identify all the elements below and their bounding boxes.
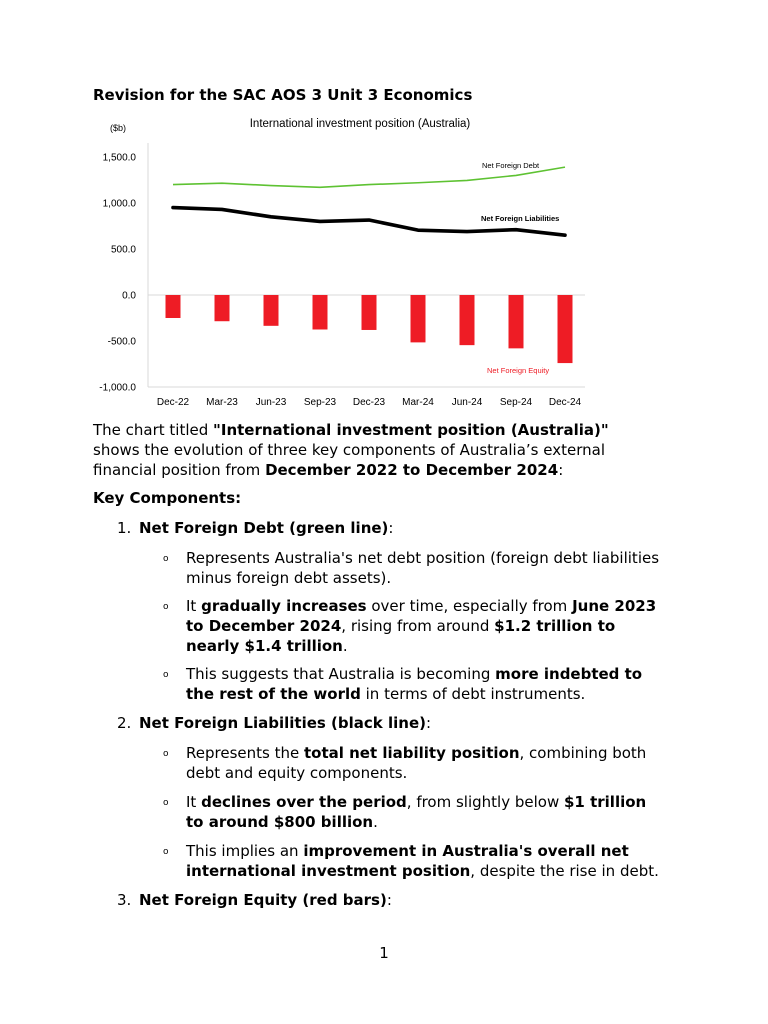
- bullet-text: It: [186, 597, 202, 615]
- net-foreign-equity-bar: [362, 295, 377, 330]
- bullet-marker: o: [163, 670, 169, 680]
- intro-text: shows the evolution of three key components of Australia’s external financial position from: [93, 441, 605, 479]
- bullet-text: , despite the rise in debt.: [470, 862, 659, 880]
- bullet-item: [163, 743, 663, 783]
- y-axis-unit-label: ($b): [110, 123, 127, 133]
- bullet-item: [163, 548, 663, 588]
- y-tick-label: -500.0: [107, 336, 136, 348]
- net-foreign-equity-bar: [558, 295, 573, 363]
- x-tick-label: Dec-24: [548, 397, 582, 408]
- net-foreign-equity-bar: [215, 295, 230, 321]
- bullet-text: Represents the: [186, 744, 304, 762]
- page-title: Revision for the SAC AOS 3 Unit 3 Economics: [93, 86, 473, 104]
- bullet-marker: o: [163, 798, 169, 808]
- bullet-emphasis: more indebted to the rest of the world: [186, 665, 643, 703]
- y-tick-label: 0.0: [122, 290, 136, 302]
- bullet-marker: o: [163, 847, 169, 857]
- net-foreign-equity-bar: [411, 295, 426, 342]
- bullet-item: [163, 792, 663, 832]
- net-foreign-equity-bar: [313, 295, 328, 330]
- intro-text: :: [558, 461, 564, 479]
- bullet-text: , combining both debt and equity components.: [186, 744, 647, 782]
- intro-chart-title: "International investment position (Australia)": [213, 421, 609, 439]
- net-foreign-equity-bar: [166, 295, 181, 318]
- bullet-emphasis: $1 trillion to around $800 billion: [186, 793, 647, 831]
- bullet-emphasis: total net liability position: [303, 744, 520, 762]
- y-tick-label: -1,000.0: [99, 382, 136, 394]
- bullet-marker: o: [163, 602, 169, 612]
- list-item-suffix: :: [388, 519, 394, 537]
- list-item-label: Net Foreign Liabilities (black line): [139, 714, 426, 732]
- list-item-suffix: :: [425, 714, 432, 732]
- y-axis-ticks: [99, 153, 136, 394]
- investment-position-chart: [85, 108, 605, 410]
- list-number: 2.: [117, 714, 132, 732]
- net-foreign-equity-series-label: Net Foreign Equity: [487, 366, 550, 375]
- list-number: 1.: [117, 519, 132, 537]
- net-foreign-equity-bar: [460, 295, 475, 345]
- x-axis-ticks: [157, 397, 582, 408]
- y-tick-label: 1,500.0: [102, 152, 136, 164]
- list-item: [117, 518, 677, 538]
- bullet-emphasis: June 2023 to December 2024: [186, 597, 657, 635]
- list-item: [117, 890, 677, 910]
- intro-period: December 2022 to December 2024: [265, 461, 559, 479]
- intro-text: The chart titled: [93, 421, 214, 439]
- bullet-item: [163, 596, 663, 656]
- bullet-marker: o: [163, 749, 169, 759]
- bullet-text: over time, especially from: [366, 597, 573, 615]
- net-foreign-equity-bar: [509, 295, 524, 348]
- x-tick-label: Sep-23: [303, 397, 337, 408]
- list-item: [117, 713, 677, 733]
- list-number: 3.: [117, 891, 132, 909]
- x-tick-label: Jun-24: [451, 397, 483, 408]
- bullet-item: [163, 664, 663, 704]
- bullet-text: .: [342, 637, 348, 655]
- bullet-emphasis: gradually increases: [201, 597, 367, 615]
- bullet-emphasis: improvement in Australia's overall net international investment position: [186, 842, 629, 880]
- list-item-label: Net Foreign Debt (green line): [139, 519, 389, 537]
- y-tick-label: 500.0: [110, 244, 136, 256]
- net-foreign-liabilities-series-label: Net Foreign Liabilities: [481, 214, 560, 223]
- bullet-marker: o: [163, 554, 169, 564]
- x-tick-label: Sep-24: [499, 397, 533, 408]
- bullet-text: This suggests that Australia is becoming: [186, 665, 496, 683]
- x-tick-label: Dec-23: [352, 397, 386, 408]
- key-components-heading: Key Components:: [93, 489, 242, 507]
- bullet-text: .: [373, 813, 378, 831]
- bullet-text: Represents Australia's net debt position (foreign debt liabilities minus foreign debt assets).: [186, 549, 660, 587]
- net-foreign-debt-series-label: Net Foreign Debt: [482, 161, 540, 170]
- x-tick-label: Mar-23: [206, 397, 238, 408]
- net-foreign-equity-bars: [166, 295, 573, 363]
- bullet-text: , rising from around: [341, 617, 495, 635]
- y-tick-label: 1,000.0: [102, 198, 136, 210]
- x-tick-label: Mar-24: [402, 397, 434, 408]
- list-item-suffix: :: [386, 891, 392, 909]
- x-tick-label: Jun-23: [255, 397, 287, 408]
- intro-paragraph: [93, 420, 653, 480]
- bullet-text: This implies an: [186, 842, 304, 860]
- page-number: 1: [379, 944, 389, 962]
- x-tick-label: Dec-22: [156, 397, 190, 408]
- bullet-text: It: [186, 793, 202, 811]
- bullet-text: in terms of debt instruments.: [360, 685, 586, 703]
- bullet-item: [163, 841, 663, 881]
- list-item-label: Net Foreign Equity (red bars): [139, 891, 387, 909]
- chart-title: International investment position (Australia): [249, 118, 471, 130]
- bullet-emphasis: declines over the period: [201, 793, 407, 811]
- net-foreign-equity-bar: [264, 295, 279, 326]
- bullet-emphasis: $1.2 trillion to nearly $1.4 trillion: [186, 617, 616, 655]
- bullet-text: , from slightly below: [406, 793, 564, 811]
- net-foreign-debt-line: [173, 167, 565, 187]
